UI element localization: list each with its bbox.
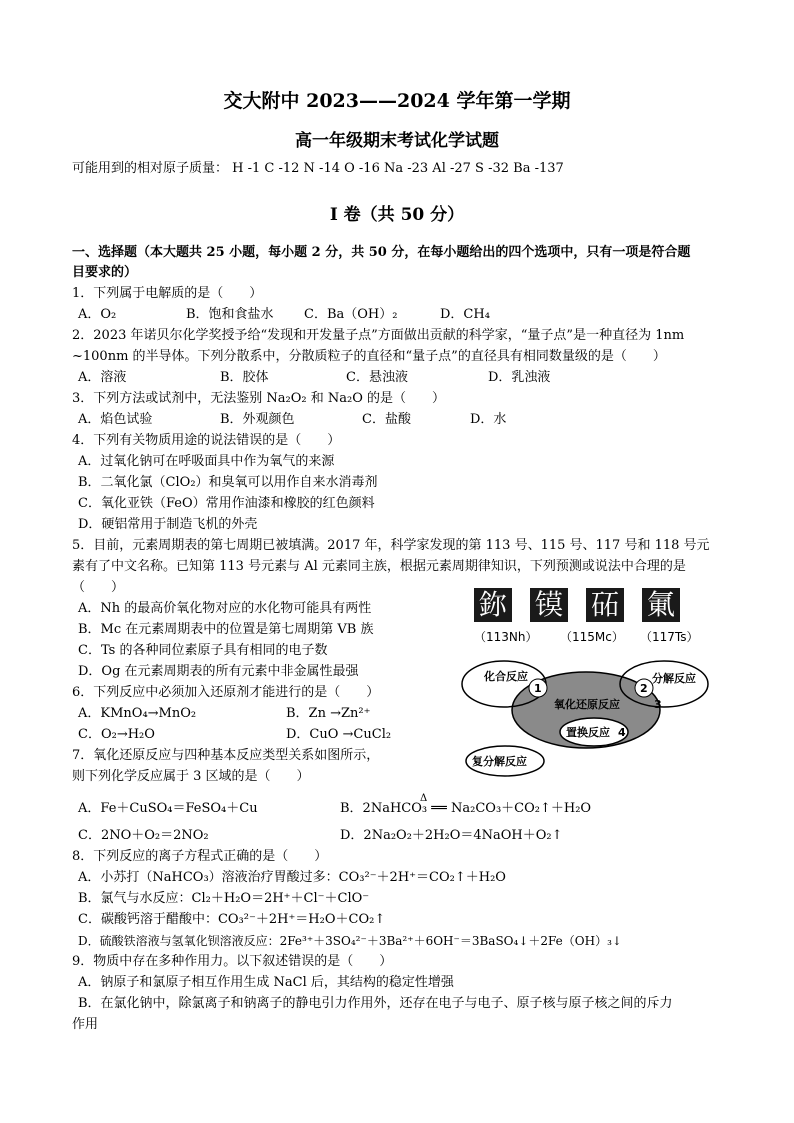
q2-stem-2: ~100nm 的半导体。下列分散系中，分散质粒子的直径和“量子点”的直径具有相同数量级的是（ ） [72,349,666,364]
q2-option-c: C．悬浊液 [346,370,408,385]
q2-option-b: B．胶体 [220,370,269,385]
q7-stem-1: 7．氧化还原反应与四种基本反应类型关系如图所示， [72,748,380,763]
region-1-number: 1 [534,682,542,695]
q6-option-c: C．O₂→H₂O [78,727,155,742]
atomic-masses: 可能用到的相对原子质量： H -1 C -12 N -14 O -16 Na -23 Al -27 S -32 Ba -137 [72,161,564,176]
q9-option-b-line2: 作用 [72,1017,99,1032]
q5-option-a: A．Nh 的最高价氧化物对应的水化物可能具有两性 [78,601,372,616]
q5-option-c: C．Ts 的各种同位素原子具有相同的电子数 [78,643,328,658]
instructions-line2: 目要求的） [72,265,138,280]
q5-option-b: B．Mc 在元素周期表中的位置是第七周期第 VB 族 [78,622,374,637]
q1-option-b: B．饱和食盐水 [186,307,274,322]
element-ts-glyph: 砳 [586,588,624,622]
redox-label: 氧化还原反应 [554,698,620,711]
q4-option-b: B．二氧化氯（ClO₂）和臭氧可以用作自来水消毒剂 [78,475,378,490]
q8-stem: 8．下列反应的离子方程式正确的是（ ） [72,849,328,864]
q6-stem: 6．下列反应中必须加入还原剂才能进行的是（ ） [72,685,380,700]
instructions-line1: 一、选择题（本大题共 25 小题，每小题 2 分，共 50 分，在每小题给出的四个选项中，只有一项是符合题 [72,245,691,260]
q2-stem-1: 2．2023 年诺贝尔化学奖授予给“发现和开发量子点”方面做出贡献的科学家，“量子点”是一种直径为 1nm [72,328,685,343]
region-4-number: 4 [618,726,626,739]
q4-option-d: D．硬铝常用于制造飞机的外壳 [78,517,258,532]
q3-option-a: A．焰色试验 [78,412,153,427]
q2-option-a: A．溶液 [78,370,127,385]
q6-option-b: B．Zn →Zn²⁺ [286,706,371,721]
q5-stem-2: 素有了中文名称。已知第 113 号元素与 Al 元素同主族，根据元素周期律知识，下列预测或说法中合理的是 [72,559,686,574]
q8-option-d: D．硫酸铁溶液与氢氧化钡溶液反应：2Fe³⁺＋3SO₄²⁻＋3Ba²⁺＋6OH⁻＝3BaSO₄↓＋2Fe（OH）₃↓ [78,934,622,948]
q5-stem-1: 5．目前，元素周期表的第七周期已被填满。2017 年，科学家发现的第 113 号、115 号、117 号和 118 号元 [72,538,710,553]
q4-option-a: A．过氧化钠可在呼吸面具中作为氧气的来源 [78,454,335,469]
q1-stem: 1．下列属于电解质的是（ ） [72,286,263,301]
q7-option-b: B．2NaHCO₃ ══ Na₂CO₃＋CO₂↑＋H₂O [340,801,592,816]
q1-option-c: C．Ba（OH）₂ [304,307,398,322]
decomposition-label: 分解反应 [652,672,696,685]
q3-option-c: C．盐酸 [362,412,411,427]
q7-option-b-condition: Δ [420,793,428,804]
q4-stem: 4．下列有关物质用途的说法错误的是（ ） [72,433,341,448]
q7-option-a: A．Fe＋CuSO₄＝FeSO₄＋Cu [78,801,258,816]
q5-stem-3: （ ） [72,580,125,595]
displacement-label: 置换反应 [566,726,610,739]
q3-stem: 3．下列方法或试剂中，无法鉴别 Na₂O₂ 和 Na₂O 的是（ ） [72,391,446,406]
double-decomposition-diagram [464,744,546,778]
q8-option-c: C．碳酸钙溶于醋酸中：CO₃²⁻＋2H⁺＝H₂O＋CO₂↑ [78,912,386,927]
q9-stem: 9．物质中存在多种作用力。以下叙述错误的是（ ） [72,954,393,969]
element-nh-glyph: 鉨 [474,588,512,622]
q6-option-d: D．CuO →CuCl₂ [286,727,392,742]
q8-option-b: B．氯气与水反应：Cl₂＋H₂O＝2H⁺＋Cl⁻＋ClO⁻ [78,891,370,906]
q7-option-d: D．2Na₂O₂＋2H₂O＝4NaOH＋O₂↑ [340,828,563,843]
exam-subtitle: 高一年级期末考试化学试题 [295,131,499,151]
q8-option-a: A．小苏打（NaHCO₃）溶液治疗胃酸过多：CO₃²⁻＋2H⁺＝CO₂↑＋H₂O [78,870,506,885]
q3-option-b: B．外观颜色 [220,412,295,427]
element-mc-caption: （115Mc） [560,630,624,644]
q6-option-a: A．KMnO₄→MnO₂ [78,706,197,721]
q1-option-d: D．CH₄ [440,307,490,322]
element-mc-glyph: 镆 [530,588,568,622]
region-2-number: 2 [640,682,648,695]
element-nh-caption: （113Nh） [474,630,538,644]
region-3-number: 3 [654,698,662,711]
q4-option-c: C．氧化亚铁（FeO）常用作油漆和橡胶的红色颜料 [78,496,375,511]
q1-option-a: A．O₂ [78,307,117,322]
q2-option-d: D．乳浊液 [488,370,551,385]
q3-option-d: D．水 [470,412,507,427]
section-heading: I 卷（共 50 分） [329,205,465,225]
q7-option-c: C．2NO＋O₂＝2NO₂ [78,828,209,843]
element-ts-caption: （117Ts） [640,630,699,644]
exam-title: 交大附中 2023——2024 学年第一学期 [223,90,571,112]
combination-label: 化合反应 [484,670,528,683]
q9-option-b-line1: B．在氯化钠中，除氯离子和钠离子的静电引力作用外，还存在电子与电子、原子核与原子核之间的斥力 [78,996,673,1011]
element-og-glyph: 氭 [642,588,680,622]
q5-option-d: D．Og 在元素周期表的所有元素中非金属性最强 [78,664,359,679]
q7-stem-2: 则下列化学反应属于 3 区域的是（ ） [72,769,310,784]
double-decomposition-label: 复分解反应 [472,755,527,768]
q9-option-a: A．钠原子和氯原子相互作用生成 NaCl 后，其结构的稳定性增强 [78,975,454,990]
